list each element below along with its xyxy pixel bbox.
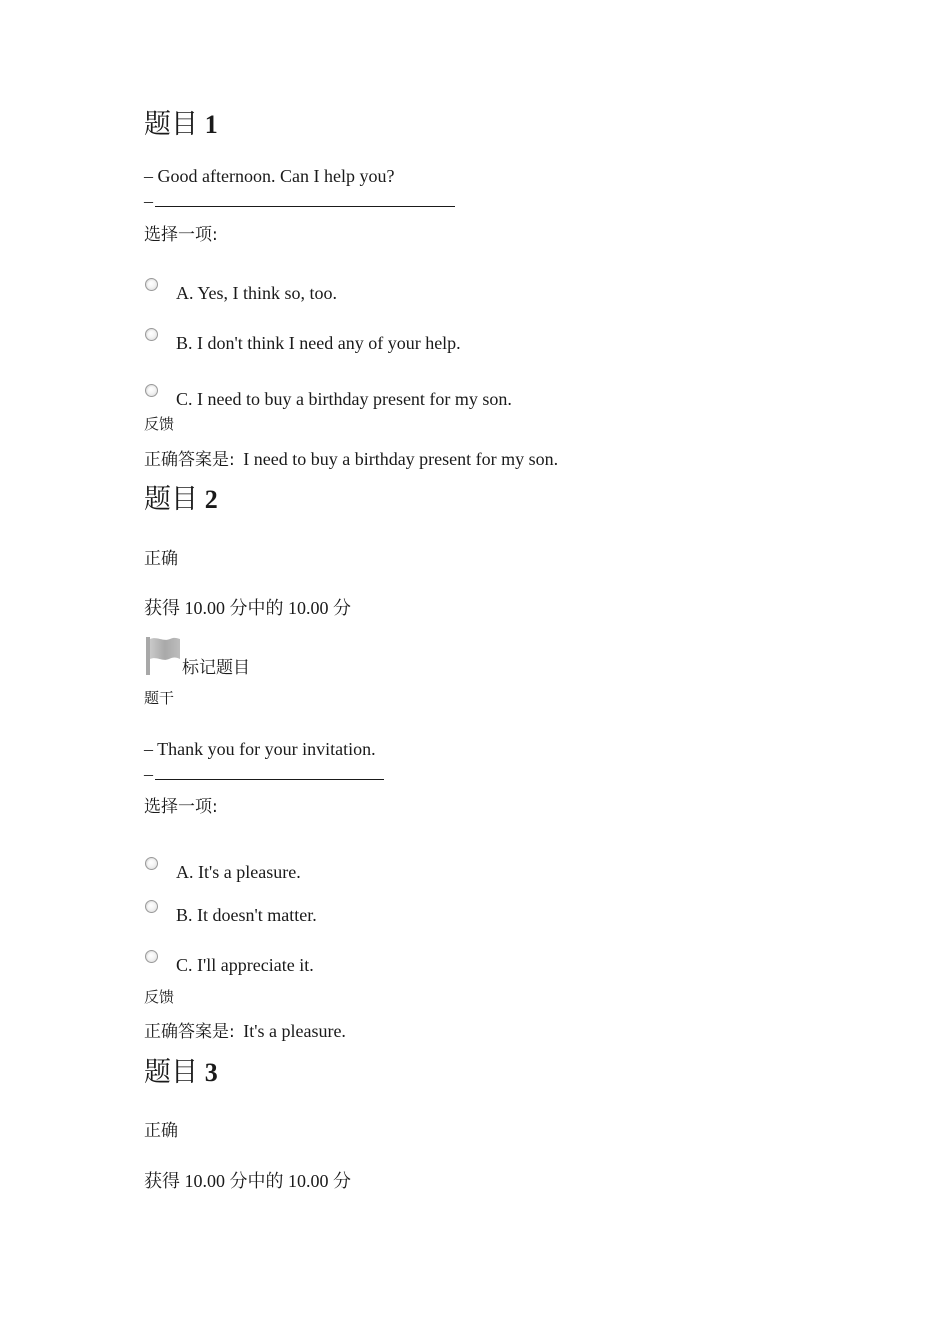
- flag-icon[interactable]: [145, 636, 183, 676]
- question-title-prefix: 题目: [144, 109, 198, 140]
- question-3-status: 正确: [144, 1121, 178, 1141]
- question-2-status: 正确: [144, 549, 178, 569]
- dash: –: [144, 764, 153, 784]
- question-1-prompt-line1: – Good afternoon. Can I help you?: [144, 166, 395, 186]
- radio-unchecked-icon[interactable]: [145, 950, 158, 963]
- question-2-option-a[interactable]: A. It's a pleasure.: [176, 862, 301, 882]
- question-2-title: [144, 483, 218, 516]
- question-2-prompt-line2: [144, 763, 384, 785]
- question-title-prefix: 题目: [144, 484, 198, 515]
- question-1-prompt-line2: [144, 190, 455, 212]
- question-2-prompt-line1: – Thank you for your invitation.: [144, 739, 376, 759]
- answer-blank: [155, 192, 455, 207]
- question-1-choose-label: 选择一项:: [144, 225, 218, 245]
- question-2-feedback-label: 反馈: [144, 988, 175, 1006]
- radio-unchecked-icon[interactable]: [145, 384, 158, 397]
- question-2-score: 获得 10.00 分中的 10.00 分: [144, 598, 351, 618]
- question-1-option-b[interactable]: B. I don't think I need any of your help.: [176, 333, 461, 353]
- question-title-prefix: 题目: [144, 1057, 198, 1088]
- question-1-option-c[interactable]: C. I need to buy a birthday present for my son.: [176, 389, 512, 409]
- dash: –: [144, 191, 153, 211]
- answer-text: I need to buy a birthday present for my son.: [243, 449, 559, 469]
- question-2-correct-answer: [144, 1020, 346, 1043]
- answer-label: 正确答案是:: [144, 1022, 235, 1042]
- question-2-option-c[interactable]: C. I'll appreciate it.: [176, 955, 314, 975]
- question-2-option-b[interactable]: B. It doesn't matter.: [176, 905, 317, 925]
- question-number: 2: [204, 485, 218, 514]
- answer-label: 正确答案是:: [144, 450, 235, 470]
- radio-unchecked-icon[interactable]: [145, 278, 158, 291]
- flag-question-label[interactable]: 标记题目: [182, 658, 250, 678]
- radio-unchecked-icon[interactable]: [145, 857, 158, 870]
- answer-text: It's a pleasure.: [243, 1021, 346, 1041]
- question-3-title: [144, 1056, 218, 1089]
- question-1-correct-answer: [144, 448, 558, 471]
- question-1-option-a[interactable]: A. Yes, I think so, too.: [176, 283, 338, 303]
- question-number: 3: [204, 1058, 218, 1087]
- radio-unchecked-icon[interactable]: [145, 900, 158, 913]
- question-2-stem-label: 题干: [144, 689, 175, 707]
- question-3-score: 获得 10.00 分中的 10.00 分: [144, 1171, 351, 1191]
- answer-blank: [155, 765, 384, 780]
- radio-unchecked-icon[interactable]: [145, 328, 158, 341]
- question-1-title: [144, 108, 218, 141]
- question-1-feedback-label: 反馈: [144, 415, 175, 433]
- question-2-choose-label: 选择一项:: [144, 797, 218, 817]
- question-number: 1: [204, 110, 218, 139]
